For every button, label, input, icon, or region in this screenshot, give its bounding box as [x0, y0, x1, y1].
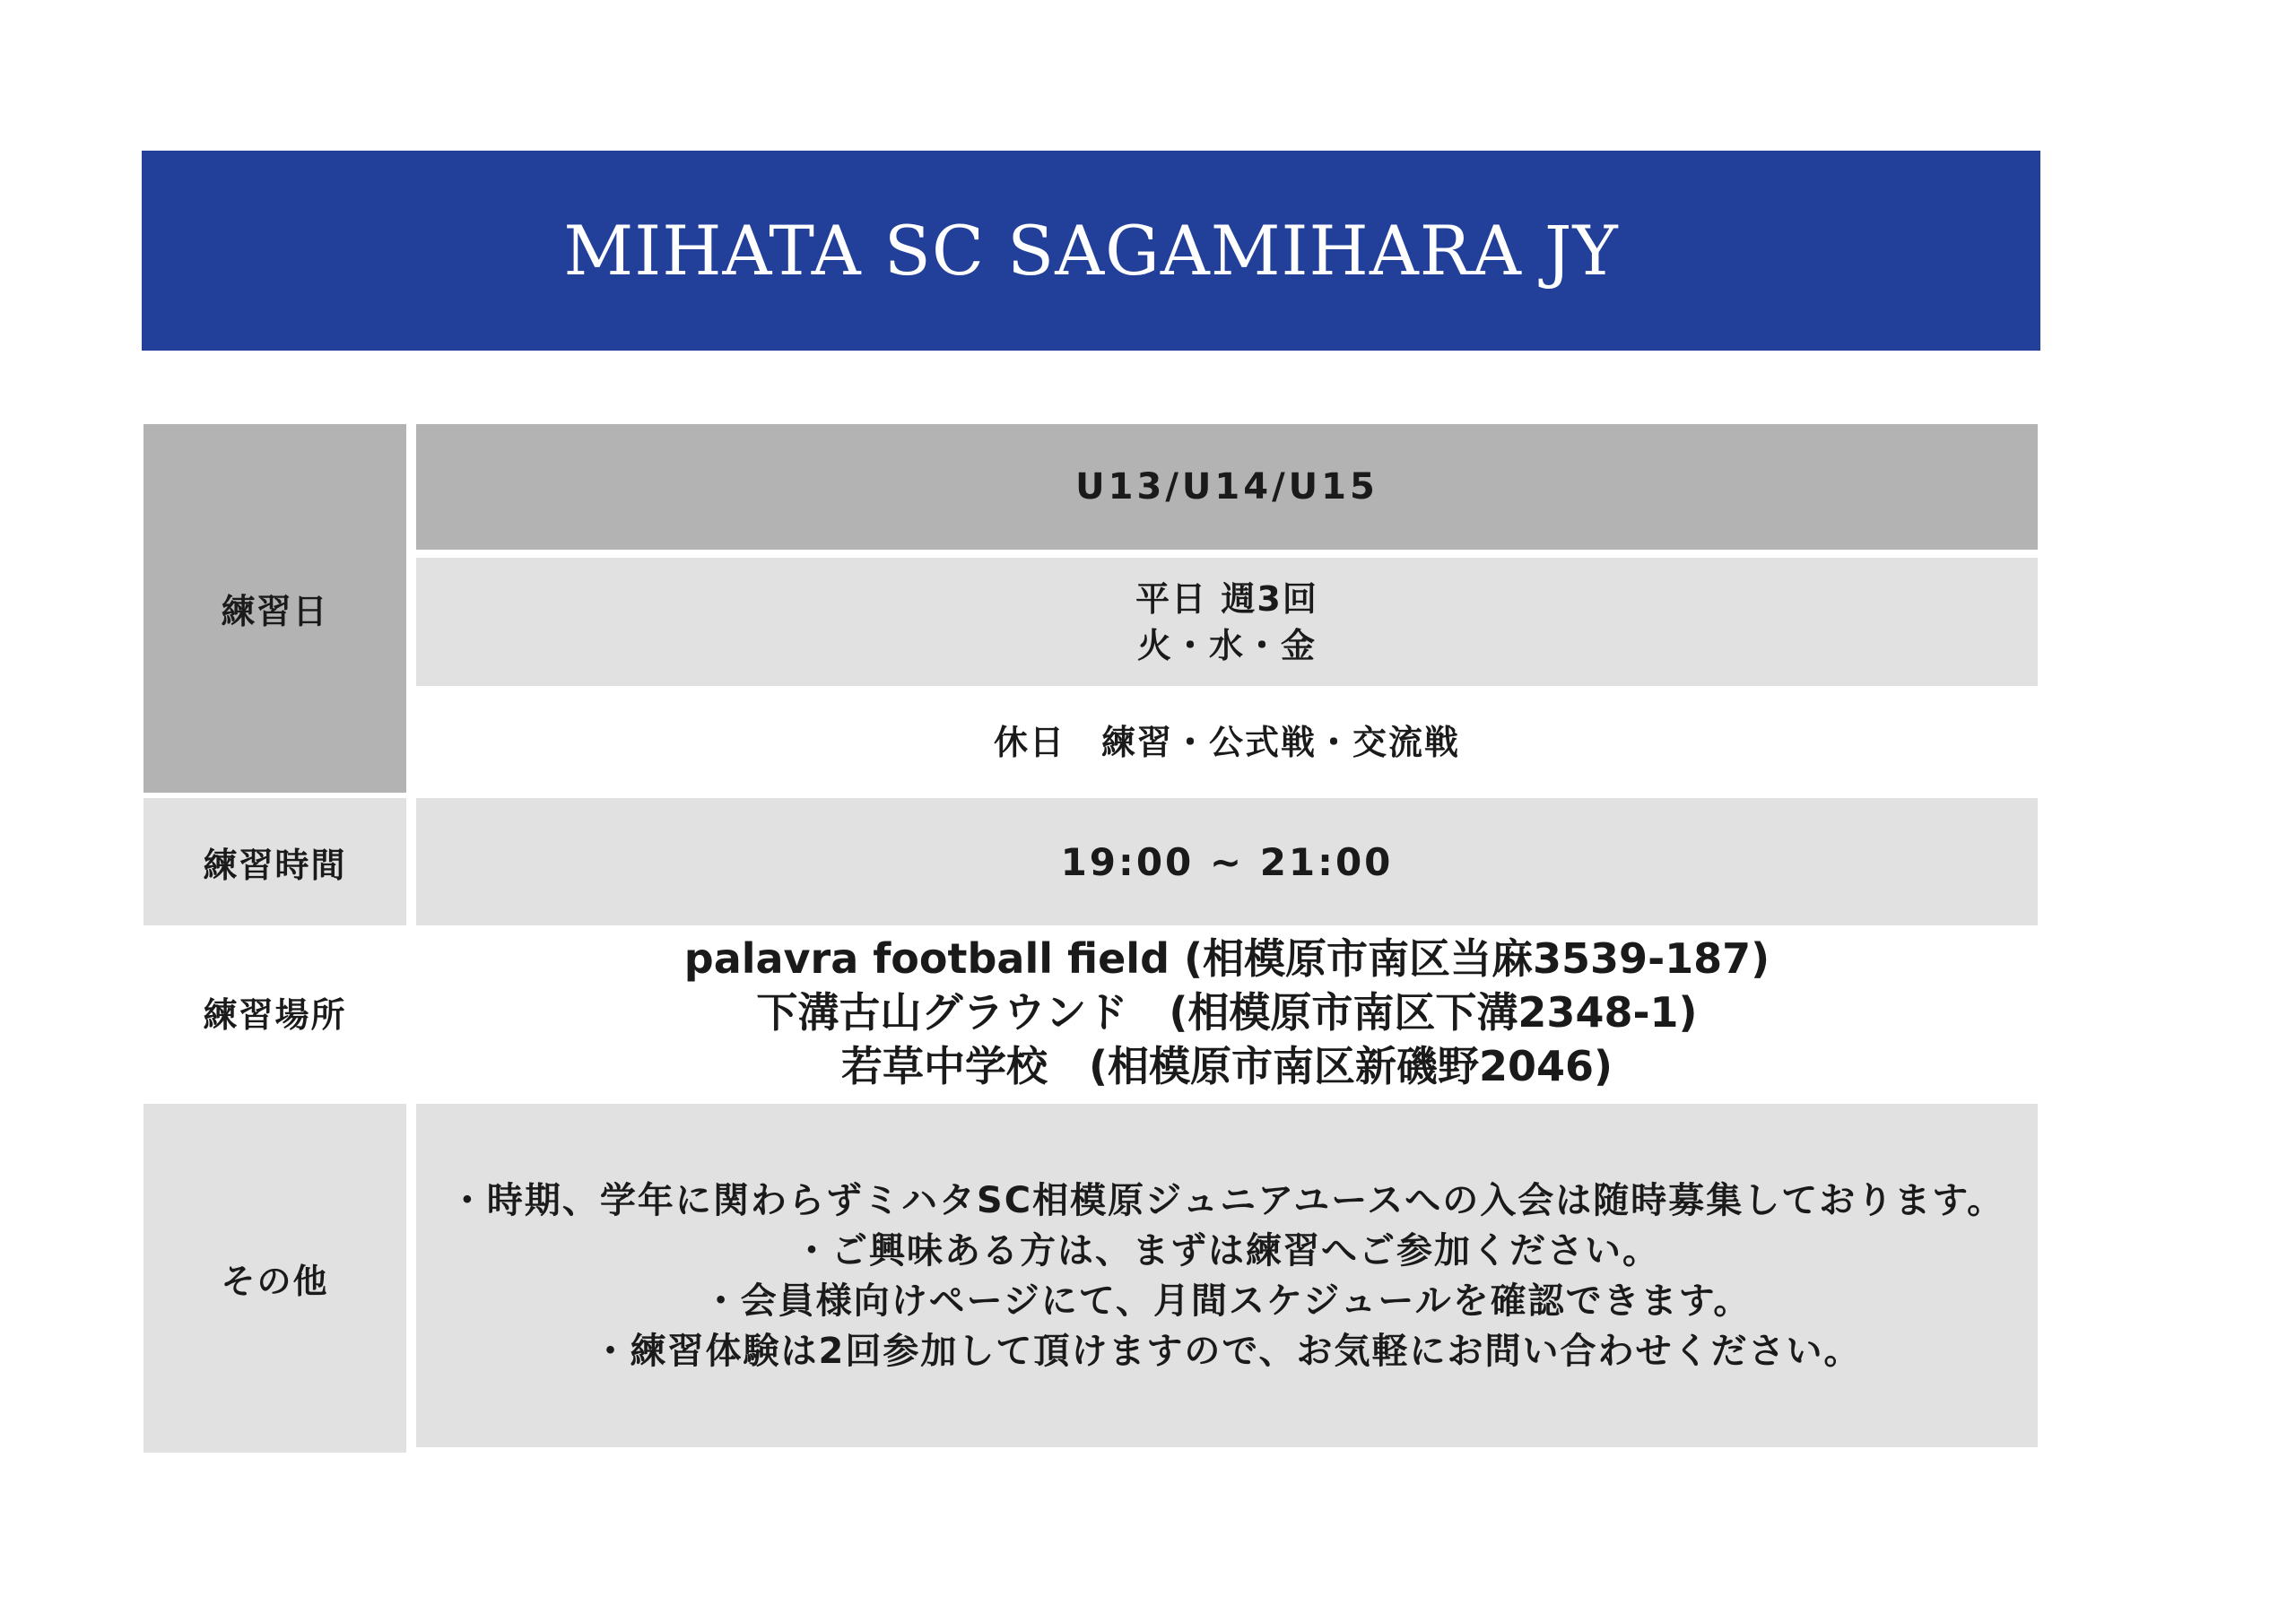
note-item: ・会員様向けページにて、月間スケジュールを確認できます。 [702, 1280, 1752, 1322]
weekday-cell [416, 558, 2038, 686]
practice-time-label: 練習時間 [203, 845, 347, 885]
holiday-cell [416, 686, 2038, 793]
place-label-cell [144, 925, 406, 1098]
holiday-text: 休日 練習・公式戦・交流戦 [993, 723, 1460, 762]
weekday-days: 火・水・金 [1136, 625, 1317, 665]
place-item: 下溝古山グラウンド (相模原市南区下溝2348-1) [756, 987, 1698, 1037]
place-label: 練習場所 [203, 995, 347, 1035]
places-cell [416, 925, 2038, 1098]
practice-day-label-cell [144, 424, 406, 793]
notes-list [438, 1176, 2016, 1376]
age-groups-text: U13/U14/U15 [1075, 466, 1378, 508]
other-label-cell [144, 1104, 406, 1453]
note-item: ・時期、学年に関わらずミハタSC相模原ジュニアユースへの入会は随時募集しております。 [448, 1179, 2005, 1221]
page-title: MIHATA SC SAGAMIHARA JY [563, 211, 1619, 291]
notes-cell [416, 1104, 2038, 1447]
age-groups-cell [416, 424, 2038, 550]
weekday-frequency: 平日 週3回 [1135, 578, 1318, 619]
place-item: 若草中学校 (相模原市南区新磯野2046) [840, 1041, 1613, 1090]
note-item: ・ご興味ある方は、まずは練習へご参加ください。 [794, 1229, 1660, 1271]
note-item: ・練習体験は2回参加して頂けますので、お気軽にお問い合わせください。 [592, 1330, 1862, 1372]
practice-time-cell [416, 798, 2038, 925]
practice-time-label-cell [144, 798, 406, 925]
header-banner [142, 151, 2040, 351]
other-label: その他 [221, 1262, 329, 1301]
practice-time-text: 19:00 ~ 21:00 [1060, 839, 1394, 884]
place-item: palavra football field (相模原市南区当麻3539-187) [683, 933, 1770, 983]
practice-day-label: 練習日 [221, 592, 329, 631]
